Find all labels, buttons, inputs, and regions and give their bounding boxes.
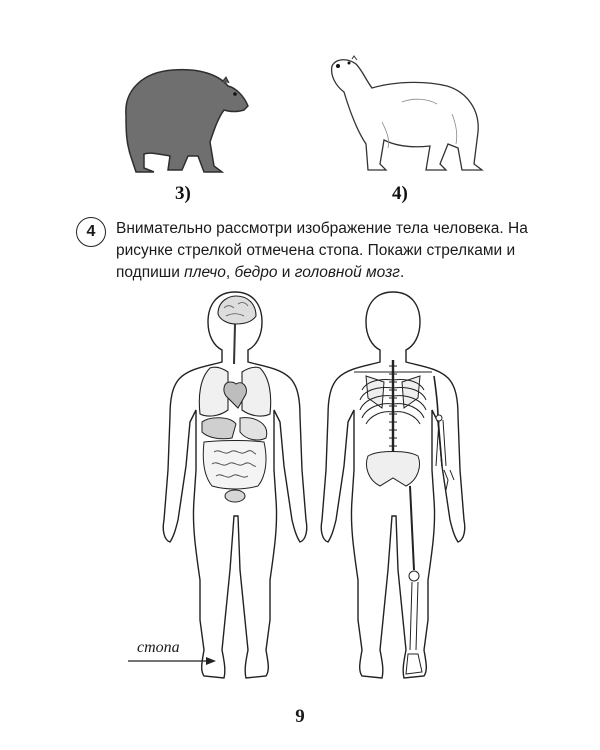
task-number-badge: 4: [76, 217, 106, 247]
page-number: 9: [295, 706, 305, 727]
body-back-figure: [318, 290, 468, 688]
task-term-thigh: бедро: [234, 264, 278, 281]
figure-3-caption: 3): [175, 183, 191, 204]
foot-label: стопа: [137, 639, 180, 656]
brown-bear-figure: [118, 60, 253, 180]
task-separator-2: и: [277, 264, 295, 281]
task-end: .: [399, 264, 405, 281]
polar-bear-figure: [322, 52, 487, 177]
task-instruction: [116, 218, 536, 284]
task-text-intro: Внимательно рассмотри изображение тела человека. На рисунке стрелкой отмечена стопа. Покажи стрелками и подпиши: [116, 220, 528, 281]
body-front-figure: [160, 290, 310, 688]
figure-4-caption: 4): [392, 183, 408, 204]
task-separator-1: ,: [225, 264, 235, 281]
task-term-shoulder: плечо: [184, 264, 226, 281]
task-term-brain: головной мозг: [294, 264, 400, 281]
